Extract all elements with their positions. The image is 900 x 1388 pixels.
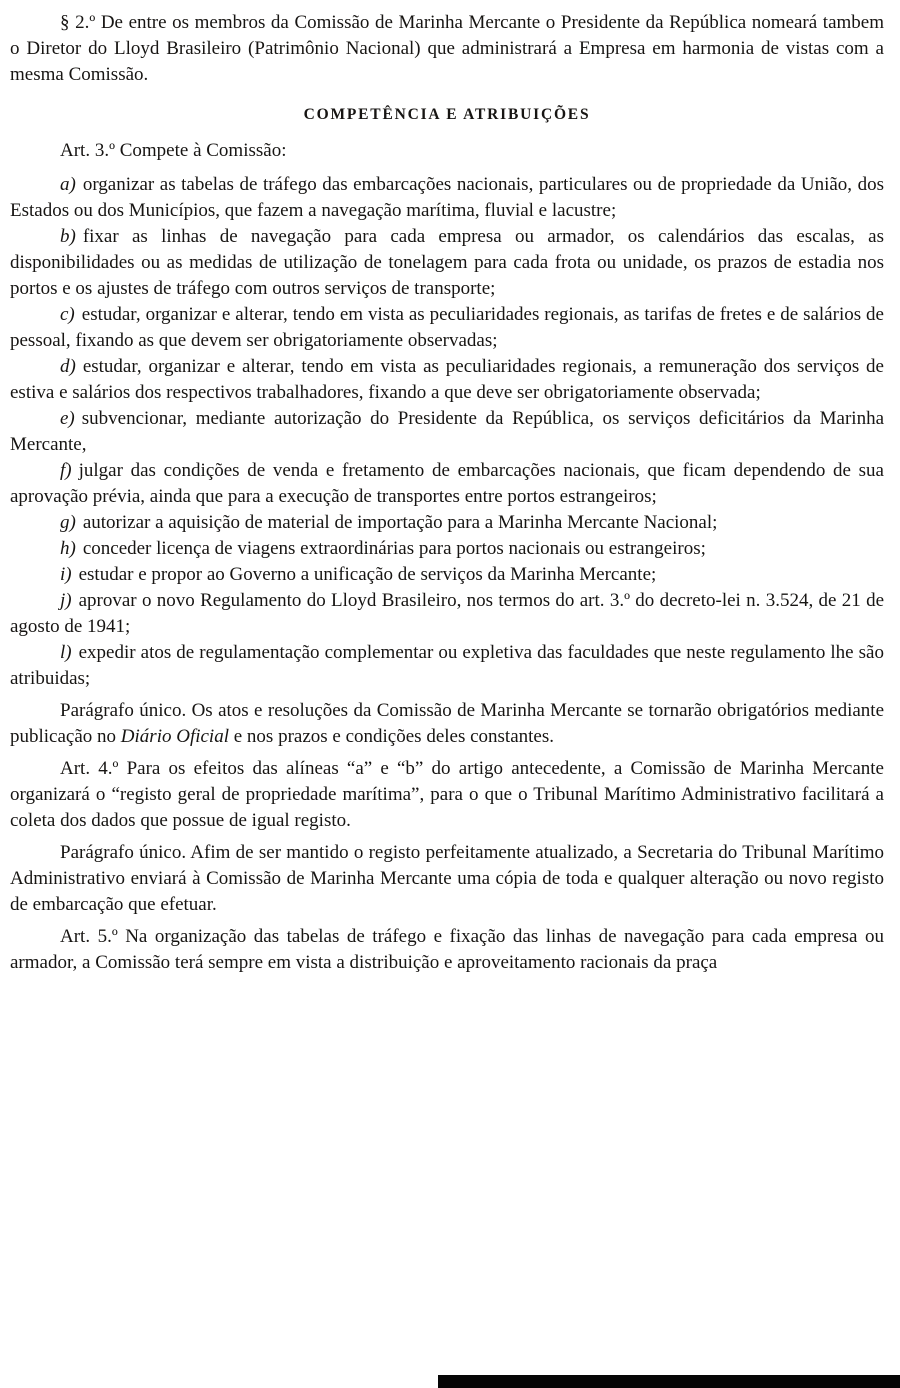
item-label: g)	[60, 512, 76, 533]
item-text: organizar as tabelas de tráfego das embarcações nacionais, particulares ou de propriedade da União, dos Estados ou dos Municípios, que fazem a navegação marítima, fluvial e lacustre;	[10, 174, 884, 221]
list-item-l	[10, 640, 884, 692]
diario-oficial-italic: Diário Oficial	[120, 726, 229, 747]
item-label: c)	[60, 304, 75, 325]
item-text: fixar as linhas de navegação para cada empresa ou armador, os calendários das escalas, as disponibilidades ou as medidas de utilização de tonelagem para cada frota ou unidade, os prazos de estadia nos portos e os ajustes de tráfego com outros serviços de transporte;	[10, 226, 884, 299]
item-label: b)	[60, 226, 76, 247]
section-heading: COMPETÊNCIA E ATRIBUIÇÕES	[303, 106, 591, 123]
paragrafo-unico-art3	[10, 698, 884, 750]
list-item-j	[10, 588, 884, 640]
item-text: conceder licença de viagens extraordinárias para portos nacionais ou estrangeiros;	[82, 538, 706, 559]
list-item-i	[10, 562, 884, 588]
list-item-a	[10, 172, 884, 224]
list-item-h	[10, 536, 884, 562]
item-text: julgar das condições de venda e fretamento de embarcações nacionais, que ficam dependendo de sua aprovação prévia, ainda que para a execução de transportes entre portos estrangeiros;	[10, 460, 884, 507]
item-text: estudar e propor ao Governo a unificação de serviços da Marinha Mercante;	[78, 564, 657, 585]
paragrafo-unico-art3-suffix: e nos prazos e condições deles constantes.	[229, 726, 555, 747]
list-item-g	[10, 510, 884, 536]
paragraph-section2: § 2.º De entre os membros da Comissão de Marinha Mercante o Presidente da República nomeará tambem o Diretor do Lloyd Brasileiro (Patrimônio Nacional) que administrará a Empresa em harmonia de vistas com a mesma Comissão.	[10, 12, 884, 85]
scan-artifact-bar	[438, 1375, 900, 1388]
item-text: estudar, organizar e alterar, tendo em vista as peculiaridades regionais, a remuneração dos serviços de estiva e salários dos respectivos trabalhadores, fixando a que deve ser obrigatoriamente observada;	[10, 356, 884, 403]
item-text: subvencionar, mediante autorização do Presidente da República, os serviços deficitários da Marinha Mercante,	[10, 408, 884, 455]
list-item-f	[10, 458, 884, 510]
list-item-e	[10, 406, 884, 458]
list-item-d	[10, 354, 884, 406]
item-label: l)	[60, 642, 72, 663]
item-text: estudar, organizar e alterar, tendo em vista as peculiaridades regionais, as tarifas de fretes e de salários de pessoal, fixando as que devem ser obrigatoriamente observadas;	[10, 304, 884, 351]
paragrafo-unico-art3-prefix: Parágrafo único. Os atos e resoluções da Comissão de Marinha Mercante se tornarão obrigatórios mediante publicação no	[10, 700, 884, 747]
item-text: autorizar a aquisição de material de importação para a Marinha Mercante Nacional;	[82, 512, 718, 533]
item-label: i)	[60, 564, 72, 585]
item-label: j)	[60, 590, 72, 611]
item-text: expedir atos de regulamentação complementar ou expletiva das faculdades que neste regulamento lhe são atribuidas;	[10, 642, 884, 689]
list-item-b	[10, 224, 884, 302]
item-label: e)	[60, 408, 75, 429]
list-item-c	[10, 302, 884, 354]
item-label: f)	[60, 460, 72, 481]
paragraph-art5: Art. 5.º Na organização das tabelas de tráfego e fixação das linhas de navegação para cada empresa ou armador, a Comissão terá sempre em vista a distribuição e aproveitamento racionais da praça	[10, 926, 884, 973]
item-label: h)	[60, 538, 76, 559]
item-label: d)	[60, 356, 76, 377]
item-text: aprovar o novo Regulamento do Lloyd Brasileiro, nos termos do art. 3.º do decreto-lei n. 3.524, de 21 de agosto de 1941;	[10, 590, 884, 637]
art3-intro: Art. 3.º Compete à Comissão:	[60, 140, 287, 161]
paragrafo-unico-art4: Parágrafo único. Afim de ser mantido o registo perfeitamente atualizado, a Secretaria do Tribunal Marítimo Administrativo enviará à Comissão de Marinha Mercante uma cópia de toda e qualquer alteração ou novo registo de embarcação que efetuar.	[10, 842, 884, 915]
paragraph-art4: Art. 4.º Para os efeitos das alíneas “a” e “b” do artigo antecedente, a Comissão de Marinha Mercante organizará o “registo geral de propriedade marítima”, para o que o Tribunal Marítimo Administrativo facilitará a coleta dos dados que possue de igual registo.	[10, 758, 884, 831]
item-label: a)	[60, 174, 76, 195]
